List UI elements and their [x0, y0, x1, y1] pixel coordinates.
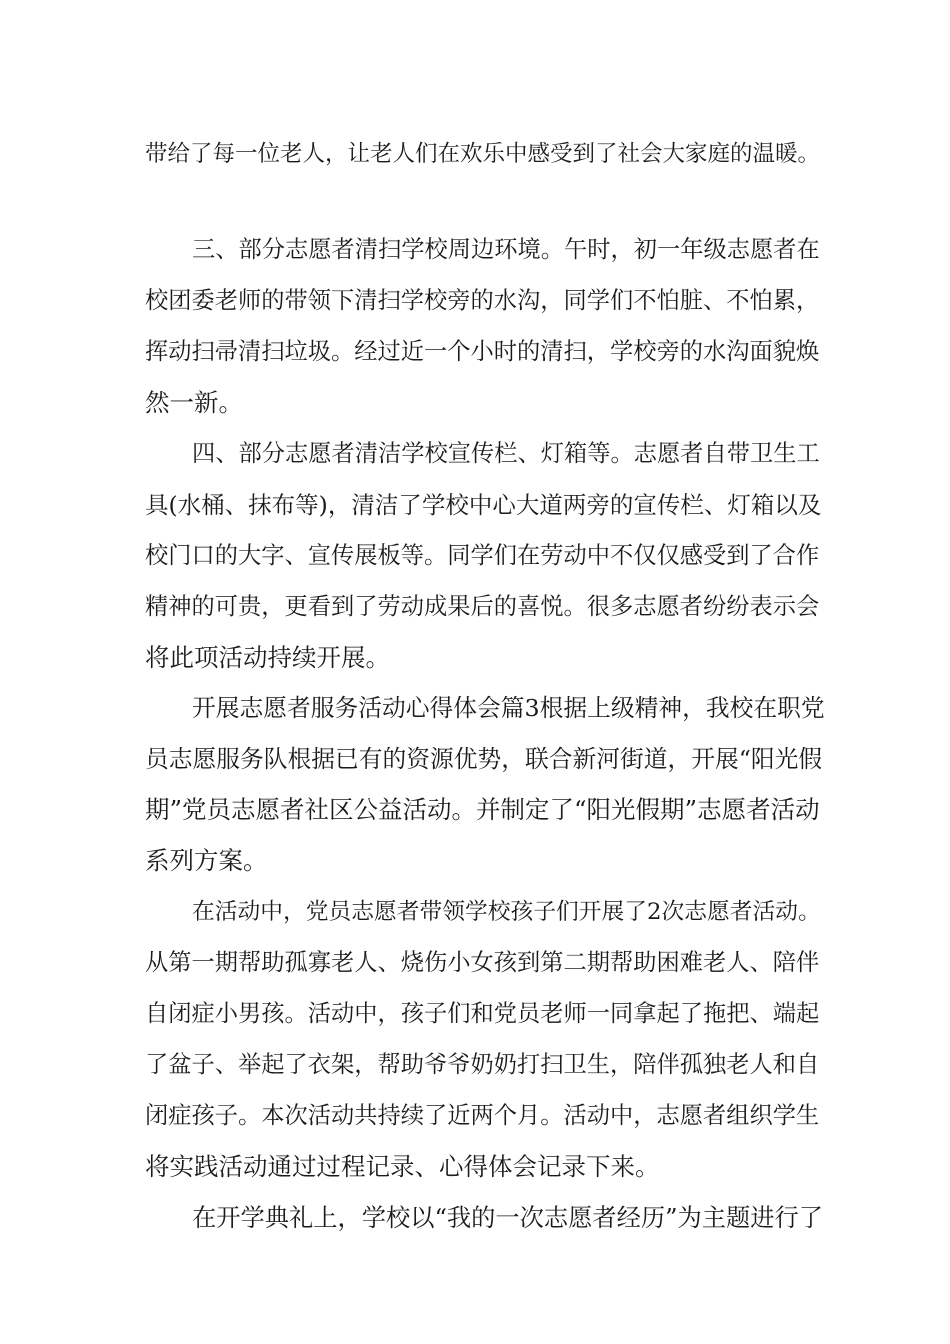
text-line: 然一新。	[145, 388, 243, 417]
text-line: 闭症孩子。本次活动共持续了近两个月。活动中，志愿者组织学生	[145, 1102, 820, 1129]
text-line: 三、部分志愿者清扫学校周边环境。午时，初一年级志愿者在	[192, 236, 820, 263]
text-line: 在开学典礼上，学校以“我的一次志愿者经历”为主题进行了	[192, 1203, 824, 1232]
text-line: 了盆子、举起了衣架，帮助爷爷奶奶打扫卫生，陪伴孤独老人和自	[145, 1051, 820, 1078]
text-line: 校门口的大字、宣传展板等。同学们在劳动中不仅仅感受到了合作	[145, 542, 820, 569]
text-line: 将此项活动持续开展。	[145, 643, 390, 672]
text-line: 精神的可贵，更看到了劳动成果后的喜悦。很多志愿者纷纷表示会	[145, 593, 820, 620]
text-line: 期”党员志愿者社区公益活动。并制定了“阳光假期”志愿者活动	[145, 795, 820, 824]
text-line: 系列方案。	[145, 846, 268, 875]
text-line: 四、部分志愿者清洁学校宣传栏、灯箱等。志愿者自带卫生工	[192, 440, 820, 467]
text-line: 在活动中，党员志愿者带领学校孩子们开展了2次志愿者活动。	[192, 899, 821, 925]
text-line: 挥动扫帚清扫垃圾。经过近一个小时的清扫，学校旁的水沟面貌焕	[145, 338, 820, 365]
text-line: 将实践活动通过过程记录、心得体会记录下来。	[145, 1152, 660, 1181]
text-line: 自闭症小男孩。活动中，孩子们和党员老师一同拿起了拖把、端起	[145, 1000, 820, 1027]
text-line: 校团委老师的带领下清扫学校旁的水沟，同学们不怕脏、不怕累，	[145, 287, 820, 314]
text-line: 带给了每一位老人，让老人们在欢乐中感受到了社会大家庭的温暖。	[145, 141, 821, 167]
text-line: 从第一期帮助孤寡老人、烧伤小女孩到第二期帮助困难老人、陪伴	[145, 949, 820, 976]
text-line: 开展志愿者服务活动心得体会篇3根据上级精神，我校在职党	[192, 694, 825, 722]
text-line: 员志愿服务队根据已有的资源优势，联合新河街道，开展“阳光假	[145, 745, 823, 773]
text-line: 具(水桶、抹布等)，清洁了学校中心大道两旁的宣传栏、灯箱以及	[145, 491, 822, 519]
